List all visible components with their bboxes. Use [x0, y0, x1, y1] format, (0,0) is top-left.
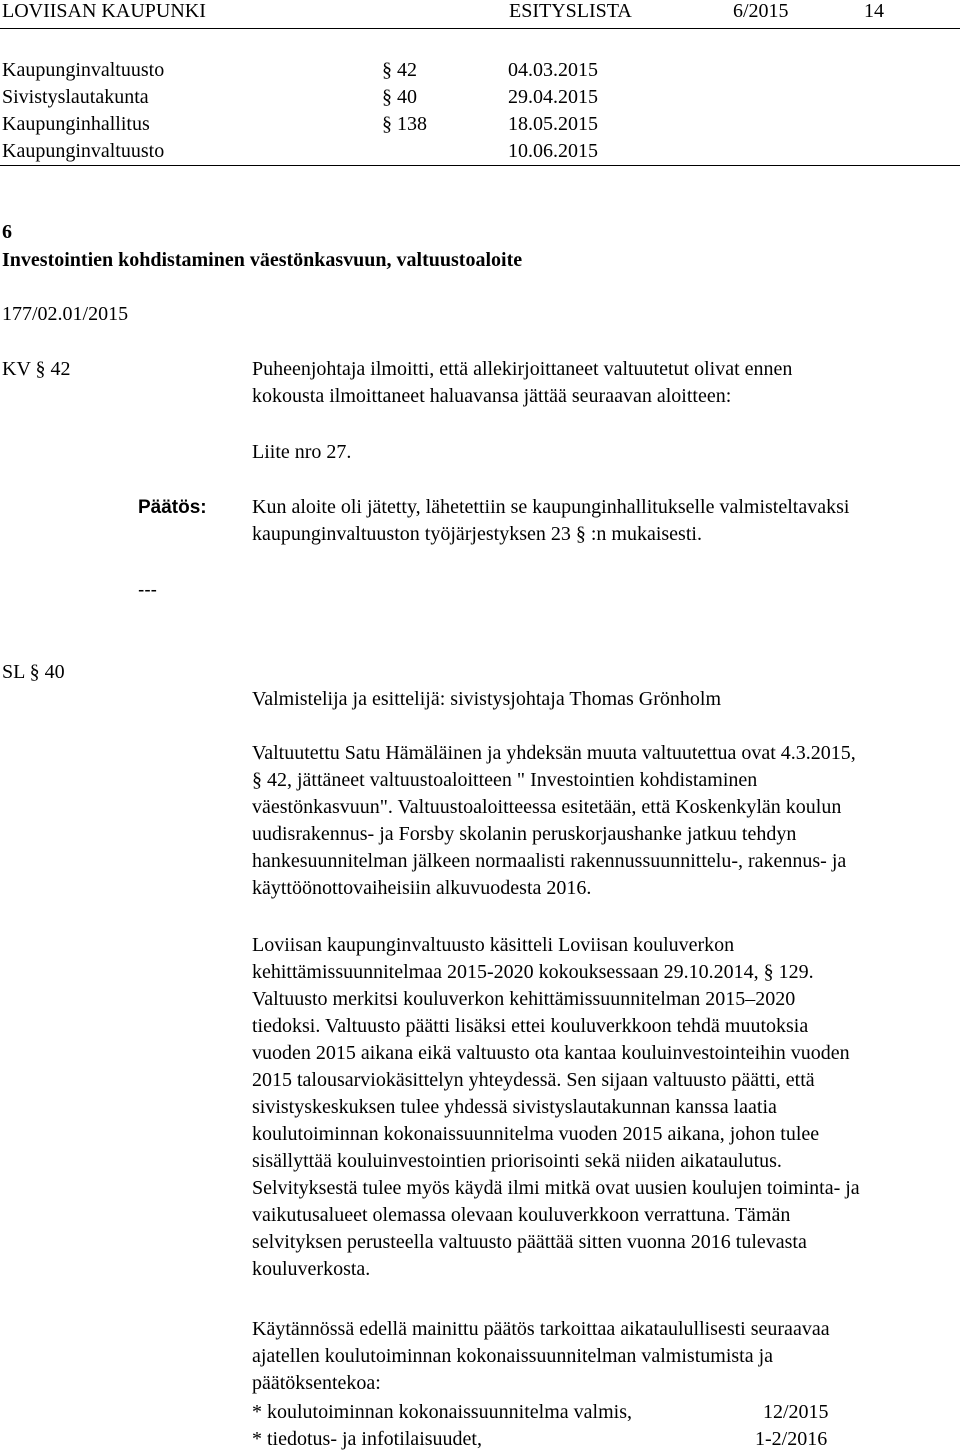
history-section-2: § 40 [382, 86, 417, 108]
separator-dashes: --- [138, 580, 157, 601]
paragraph-line: päätöksentekoa: [252, 1372, 381, 1394]
decision-label: Päätös: [138, 497, 207, 518]
item-reference: 177/02.01/2015 [2, 303, 129, 325]
sl-paragraph-1 [252, 740, 958, 902]
paragraph-line: selvityksen perusteella valtuusto päättää sitten vuonna 2016 tulevasta [252, 1231, 807, 1253]
paragraph-line: hankesuunnitelman jälkeen normaalisti rakennussuunnittelu-, rakennus- ja [252, 850, 847, 872]
decision-text [252, 494, 958, 548]
history-date-4: 10.06.2015 [508, 140, 598, 162]
history-body-2: Sivistyslautakunta [2, 86, 149, 108]
kv-line: Puheenjohtaja ilmoitti, että allekirjoittaneet valtuutetut olivat ennen [252, 358, 793, 380]
paragraph-line: ajatellen koulutoiminnan kokonaissuunnitelman valmistumista ja [252, 1345, 774, 1367]
kv-line: kokousta ilmoittaneet haluavansa jättää seuraavan aloitteen: [252, 385, 732, 407]
paragraph-line: Käytännössä edellä mainittu päätös tarkoittaa aikataulullisesti seuraavaa [252, 1318, 830, 1340]
decision-line: Kun aloite oli jätetty, lähetettiin se kaupunginhallitukselle valmisteltavaksi [252, 496, 850, 518]
paragraph-line: sisällyttää kouluinvestointien priorisointi sekä niiden aikataulutus. [252, 1150, 782, 1172]
header-rule [0, 28, 960, 29]
paragraph-line: Selvityksestä tulee myös käydä ilmi mitkä ovat uusien koulujen toiminta- ja [252, 1177, 860, 1199]
history-date-3: 18.05.2015 [508, 113, 598, 135]
item-title: Investointien kohdistaminen väestönkasvuun, valtuustoaloite [2, 249, 523, 271]
paragraph-line: sivistyskeskuksen tulee yhdessä sivistyslautakunnan kanssa laatia [252, 1096, 777, 1118]
history-section-1: § 42 [382, 59, 417, 81]
paragraph-line: § 42, jättäneet valtuustoaloitteen " Investointien kohdistaminen [252, 769, 758, 791]
sl-paragraph-2 [252, 932, 958, 1283]
paragraph-line: vuoden 2015 aikana eikä valtuusto ota kantaa kouluinvestointeihin vuoden [252, 1042, 850, 1064]
sl-paragraph-3 [252, 1316, 958, 1397]
history-section-3: § 138 [382, 113, 427, 135]
kv-section-label: KV § 42 [2, 358, 71, 380]
attachment-reference: Liite nro 27. [252, 441, 352, 463]
paragraph-line: 2015 talousarviokäsittelyn yhteydessä. Sen sijaan valtuusto päätti, että [252, 1069, 815, 1091]
history-date-1: 04.03.2015 [508, 59, 598, 81]
paragraph-line: uudisrakennus- ja Forsby skolanin peruskorjaushanke jatkuu tehdyn [252, 823, 797, 845]
header-issue: 6/2015 [733, 0, 789, 22]
paragraph-line: Valtuutettu Satu Hämäläinen ja yhdeksän muuta valtuutettua ovat 4.3.2015, [252, 742, 856, 764]
preparer-line: Valmistelija ja esittelijä: sivistysjohtaja Thomas Grönholm [252, 688, 722, 710]
paragraph-line: kehittämissuunnitelmaa 2015-2020 kokouksessaan 29.10.2014, § 129. [252, 961, 814, 983]
paragraph-line: Valtuusto merkitsi kouluverkon kehittämissuunnitelman 2015–2020 [252, 988, 796, 1010]
schedule-when: 12/2015 [763, 1401, 829, 1423]
item-number: 6 [2, 221, 12, 243]
paragraph-line: tiedoksi. Valtuusto päätti lisäksi ettei kouluverkkoon tehdä muutoksia [252, 1015, 809, 1037]
history-body-3: Kaupunginhallitus [2, 113, 150, 135]
schedule-task: * koulutoiminnan kokonaissuunnitelma valmis, [252, 1401, 632, 1423]
paragraph-line: kouluverkosta. [252, 1258, 371, 1280]
paragraph-line: väestönkasvuun". Valtuustoaloitteessa esitetään, että Koskenkylän koulun [252, 796, 842, 818]
paragraph-line: vaikutusalueet olemassa olevaan kouluverkkoon verrattuna. Tämän [252, 1204, 791, 1226]
history-date-2: 29.04.2015 [508, 86, 598, 108]
history-rule [0, 165, 960, 166]
schedule-when: 1-2/2016 [755, 1428, 828, 1450]
kv-description [252, 356, 958, 410]
paragraph-line: koulutoiminnan kokonaissuunnitelma vuoden 2015 aikana, johon tulee [252, 1123, 820, 1145]
header-page-number: 14 [864, 0, 884, 22]
schedule-task: * tiedotus- ja infotilaisuudet, [252, 1428, 482, 1450]
decision-line: kaupunginvaltuuston työjärjestyksen 23 § :n mukaisesti. [252, 523, 702, 545]
history-body-1: Kaupunginvaltuusto [2, 59, 165, 81]
header-doc-type: ESITYSLISTA [509, 0, 632, 22]
sl-section-label: SL § 40 [2, 661, 65, 683]
paragraph-line: Loviisan kaupunginvaltuusto käsitteli Loviisan kouluverkon [252, 934, 735, 956]
history-body-4: Kaupunginvaltuusto [2, 140, 165, 162]
header-org: LOVIISAN KAUPUNKI [2, 0, 206, 22]
paragraph-line: käyttöönottovaiheisiin alkuvuodesta 2016. [252, 877, 592, 899]
